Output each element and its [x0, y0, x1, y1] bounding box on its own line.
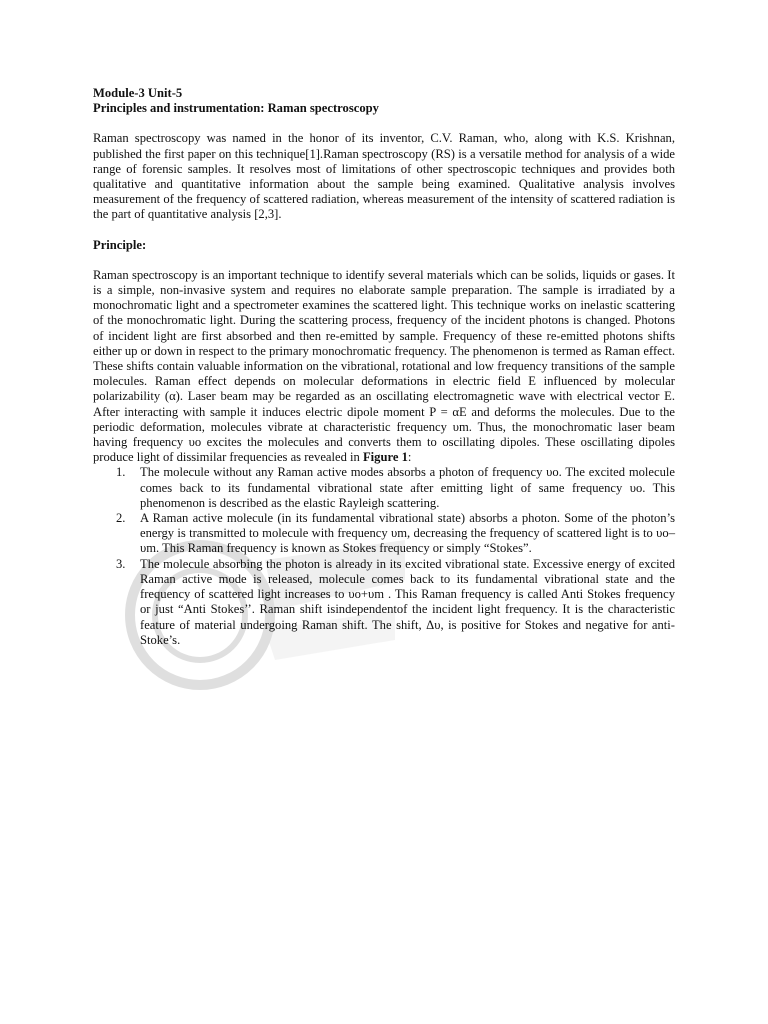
- list-item: [93, 465, 675, 511]
- figure-reference: Figure 1: [362, 450, 408, 465]
- list-item: [93, 557, 675, 648]
- spacer: [93, 223, 675, 238]
- spacer: [93, 116, 675, 131]
- list-item-text: The molecule without any Raman active modes absorbs a photon of frequency υo. The excited molecule comes back to its fundamental vibrational state after emitting light of same frequency υo. This phenomenon is described as the elastic Rayleigh scattering.: [140, 465, 675, 510]
- principle-heading: Principle:: [93, 237, 147, 252]
- principle-text: Raman spectroscopy is an important technique to identify several materials which can be solids, liquids or gases. It is a simple, non-invasive system and requires no elaborate sample preparation. The sample is irradiated by a monochromatic light and a spectrometer examines the scattered light. This technique works on inelastic scattering of the monochromatic light. During the scattering process, frequency of the incident photons is changed. Photons of incident light are first absorbed and then re-emitted by sample. Frequency of these re-emitted photons shifts either up or down in respect to the primary monochromatic frequency. The phenomenon is termed as Raman effect. These shifts contain valuable information on the vibrational, rotational and low frequency transitions of the sample molecules. Raman effect depends on molecular deformations in electric field E influenced by molecular polarizability (α). Laser beam may be regarded as an oscillating electromagnetic wave with electrical vector E. After interacting with sample it induces electric dipole moment P = αE and deforms the molecules. Due to the periodic deformation, molecules vibrate at characteristic frequency υm. Thus, the monochromatic laser beam having frequency υo excites the molecules and converts them to oscillating dipoles. These oscillating dipoles produce light of dissimilar frequencies as revealed in: [93, 267, 675, 465]
- document-page: [93, 86, 675, 648]
- intro-paragraph: Raman spectroscopy was named in the honor of its inventor, C.V. Raman, who, along with K.S. Krishnan, published the first paper on this technique[1].Raman spectroscopy (RS) is a versatile method for analysis of a wide range of forensic samples. It resolves most of limitations of other spectroscopic techniques and provides both qualitative and quantitative information about the sample being examined. Qualitative analysis involves measurement of the frequency of scattered radiation, whereas measurement of the intensity of scattered radiation is the part of quantitative analysis [2,3].: [93, 131, 675, 222]
- spacer: [93, 253, 675, 268]
- document-title: Principles and instrumentation: Raman spectroscopy: [93, 101, 379, 116]
- list-item-text: The molecule absorbing the photon is already in its excited vibrational state. Excessive energy of excited Raman active mode is released, molecule comes back to its fundamental vibrational state and the frequency of scattered light increases to υo+υm . This Raman frequency is called Anti Stokes frequency or just “Anti Stokes’’. Raman shift isindependentof the incident light frequency. It is the characteristic feature of material undergoing Raman shift. The shift, Δυ, is positive for Stokes and negative for anti-Stoke’s.: [140, 556, 675, 647]
- figure-colon: :: [407, 450, 412, 465]
- mechanism-list: [93, 465, 675, 647]
- list-item: [93, 511, 675, 557]
- list-number: 2.: [116, 511, 126, 526]
- principle-paragraph: [93, 268, 675, 466]
- list-number: 3.: [116, 556, 126, 571]
- list-item-text: A Raman active molecule (in its fundamental vibrational state) absorbs a photon. Some of the photon’s energy is transmitted to molecule with frequency υm, decreasing the frequency of scattered light is to υo–υm. This Raman frequency is known as Stokes frequency or simply “Stokes”.: [140, 511, 675, 556]
- list-number: 1.: [116, 465, 126, 480]
- module-title: Module-3 Unit-5: [93, 86, 183, 100]
